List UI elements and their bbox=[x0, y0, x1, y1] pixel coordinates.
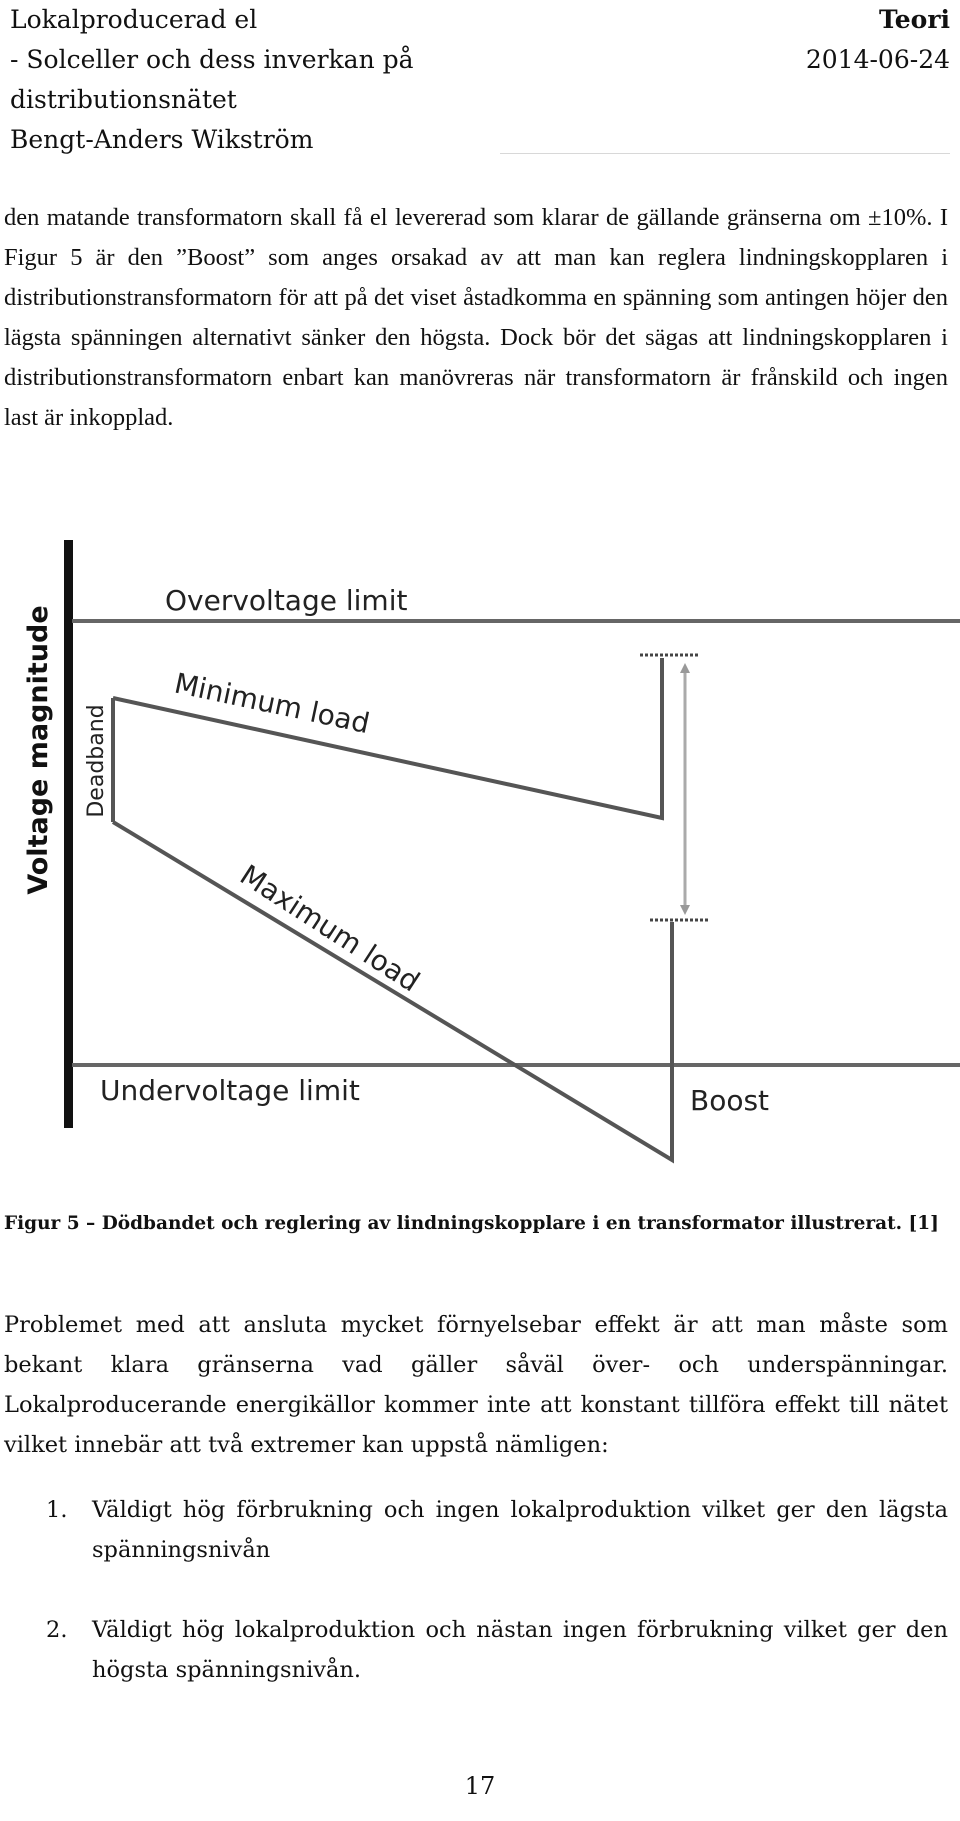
maximum-load-line bbox=[113, 822, 672, 1160]
header-rule bbox=[500, 153, 950, 154]
header-section: Teori bbox=[879, 5, 950, 34]
overvoltage-label: Overvoltage limit bbox=[165, 584, 408, 617]
list-item bbox=[4, 1610, 948, 1690]
running-header-left bbox=[10, 0, 414, 160]
extremes-list bbox=[4, 1490, 948, 1730]
body-paragraph-top: den matande transformatorn skall få el levererad som klarar de gällande gränserna om ±10%. I Figur 5 är den ”Boost” som anges orsakad av att man kan reglera lindningskopplaren i distributionstransformatorn för att på det viset åstadkomma en spänning som antingen höjer den lägsta spänningen alternativt sänker den högsta. Dock bör det sägas att lindningskopplaren i distributionstransformatorn enbart kan manövreras när transformatorn är frånskild och ingen last är inkopplad. bbox=[4, 204, 948, 431]
header-title-line-1: Lokalproducerad el bbox=[10, 5, 258, 34]
list-number: 1. bbox=[46, 1497, 68, 1523]
header-title-line-3: distributionsnätet bbox=[10, 85, 237, 114]
running-header-right bbox=[806, 0, 950, 80]
minimum-load-label: Minimum load bbox=[171, 666, 373, 741]
list-item-text: Väldigt hög förbrukning och ingen lokalproduktion vilket ger den lägsta spänningsnivån bbox=[92, 1497, 948, 1563]
header-author: Bengt-Anders Wikström bbox=[10, 125, 314, 154]
list-item bbox=[4, 1490, 948, 1570]
header-date: 2014-06-24 bbox=[805, 45, 950, 74]
list-item-text: Väldigt hög lokalproduktion och nästan ingen förbrukning vilket ger den högsta spänningsnivån. bbox=[92, 1617, 948, 1683]
deadband-figure bbox=[0, 530, 960, 1170]
figure-caption: Figur 5 – Dödbandet och reglering av lindningskopplare i en transformator illustrerat. [1] bbox=[4, 1213, 939, 1234]
boost-label: Boost bbox=[690, 1084, 770, 1117]
page-number: 17 bbox=[464, 1772, 496, 1800]
maximum-load-label: Maximum load bbox=[234, 858, 426, 999]
y-axis-line bbox=[64, 540, 73, 1128]
body-paragraph-bottom: Problemet med att ansluta mycket förnyelsebar effekt är att man måste som bekant klara gränserna vad gäller såväl över- och underspänningar. Lokalproducerande energikällor kommer inte att konstant tillföra effekt till nätet vilket innebär att två extremer kan uppstå nämligen: bbox=[4, 1312, 948, 1458]
y-axis-label: Voltage magnitude bbox=[23, 605, 54, 895]
deadband-label: Deadband bbox=[84, 704, 109, 818]
header-title-line-2: - Solceller och dess inverkan på bbox=[10, 45, 414, 74]
list-number: 2. bbox=[46, 1617, 68, 1643]
undervoltage-label: Undervoltage limit bbox=[100, 1074, 360, 1107]
